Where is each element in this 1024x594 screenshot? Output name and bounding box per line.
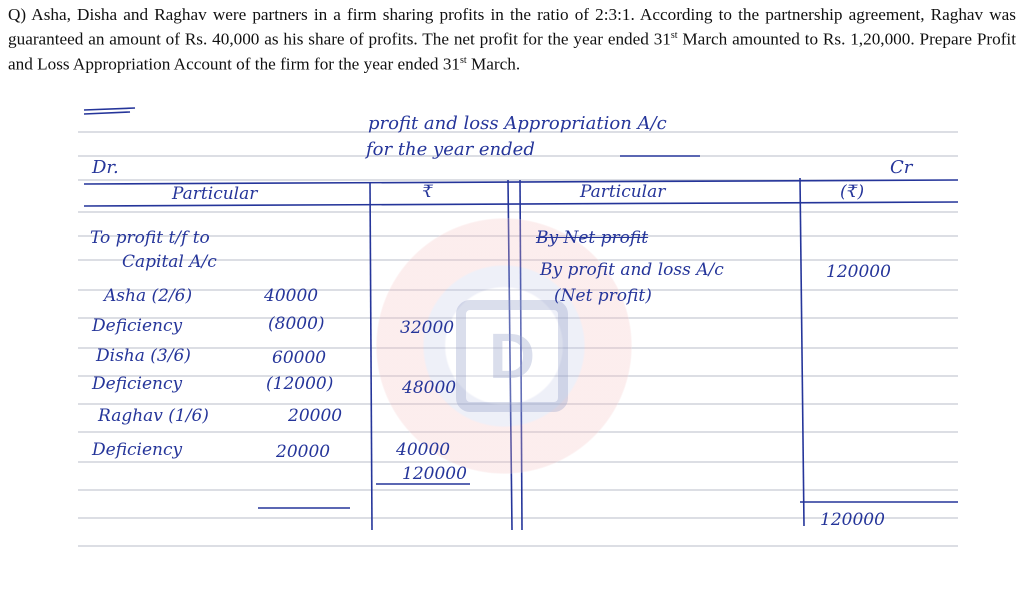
question-part-2: March amounted to Rs. 1,20,000. Prepare Profit and Loss Appropriation Account of the firm for the year ended 31 xyxy=(8,29,1016,74)
left-entry-sub: (12000) xyxy=(266,374,334,394)
right-entry-label: By profit and loss A/c xyxy=(540,260,724,280)
header-particulars-right: Particular xyxy=(580,182,666,202)
right-entry-amount: 120000 xyxy=(826,262,891,282)
left-entry-label: Deficiency xyxy=(92,316,183,336)
left-entry-label: To profit t/f to xyxy=(90,228,210,248)
left-entry-sub: 20000 xyxy=(288,406,343,426)
left-total: 120000 xyxy=(402,464,467,484)
question-text xyxy=(8,4,1016,74)
left-entry-label: Capital A/c xyxy=(122,252,217,272)
question-sup-1: st xyxy=(670,30,678,41)
left-entry-amount: 32000 xyxy=(400,318,455,338)
left-entry-label: Deficiency xyxy=(92,440,183,460)
left-entry-label: Asha (2/6) xyxy=(104,286,193,306)
left-entry-sub: (8000) xyxy=(268,314,325,334)
pen-stroke-top xyxy=(84,112,130,114)
watermark-logo: D xyxy=(456,300,568,412)
header-amount-left: ₹ xyxy=(422,182,433,202)
handwritten-sheet xyxy=(0,100,1024,594)
header-amount-right: (₹) xyxy=(840,182,865,202)
left-entry-amount: 40000 xyxy=(396,440,451,460)
cr-label: Cr xyxy=(890,157,913,178)
left-entry-amount: 48000 xyxy=(402,378,457,398)
account-subtitle: for the year ended xyxy=(366,139,535,160)
left-entry-sub: 20000 xyxy=(276,442,331,462)
left-entry-sub: 40000 xyxy=(264,286,319,306)
question-sup-2: st xyxy=(460,54,467,66)
account-title: profit and loss Appropriation A/c xyxy=(368,113,667,134)
column-divider xyxy=(800,178,804,526)
right-entry-label: (Net profit) xyxy=(554,286,652,306)
left-entry-label: Disha (3/6) xyxy=(96,346,191,366)
right-entry-label-struck: By Net profit xyxy=(536,228,649,248)
left-entry-sub: 60000 xyxy=(272,348,327,368)
dr-label: Dr. xyxy=(92,157,119,178)
left-entry-label: Deficiency xyxy=(92,374,183,394)
column-divider xyxy=(370,182,372,530)
right-total: 120000 xyxy=(820,510,885,530)
left-entry-label: Raghav (1/6) xyxy=(98,406,209,426)
pen-stroke-top xyxy=(84,108,135,110)
question-part-1: Q) Asha, Disha and Raghav were partners in a firm sharing profits in the ratio of 2:3:1. According to the partnership agreement, Raghav was guaranteed an amount of Rs. 40,000 as his share of profits. The net profit for the year ended 31 xyxy=(8,5,1016,49)
header-particulars-left: Particular xyxy=(172,184,258,204)
question-part-3: March. xyxy=(466,54,521,74)
